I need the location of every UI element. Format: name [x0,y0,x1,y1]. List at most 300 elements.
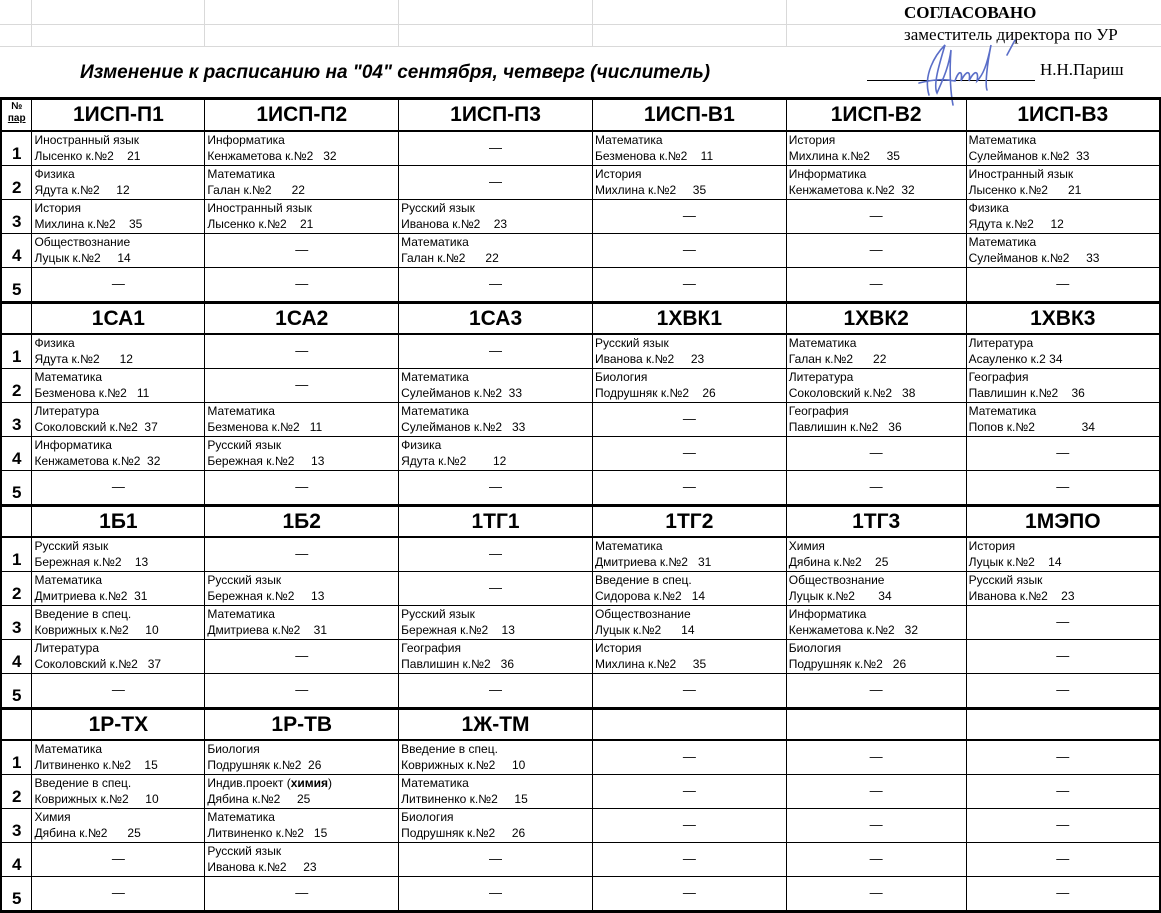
empty-lesson-mark: — [682,783,696,798]
lesson-cell[interactable] [786,537,966,572]
empty-lesson-mark: — [682,749,696,764]
lesson-cell[interactable] [592,740,786,775]
empty-lesson-mark: — [111,276,125,291]
lesson-subject: Введение в спец. [34,776,132,790]
lesson-teacher-room: Соколовский к.№2 38 [788,386,916,400]
empty-lesson-mark: — [295,546,309,561]
lesson-cell[interactable] [205,131,399,166]
lesson-cell[interactable] [399,234,593,268]
lesson-teacher-room: Литвиненко к.№2 15 [34,758,158,772]
empty-lesson-mark: — [682,242,696,257]
lesson-subject: Русский язык [207,573,282,587]
lesson-cell[interactable] [32,640,205,674]
lesson-subject: Биология [401,810,454,824]
lesson-teacher-room: Лысенко к.№2 21 [207,217,314,231]
lesson-cell[interactable] [592,640,786,674]
lesson-subject: Физика [34,167,75,181]
lesson-subject: История [34,201,81,215]
empty-lesson-mark: — [111,885,125,900]
lesson-subject-after: ) [328,776,333,790]
lesson-cell[interactable] [399,369,593,403]
pair-number: 5 [1,877,32,912]
empty-lesson-mark: — [489,479,503,494]
lesson-cell[interactable] [205,268,399,303]
empty-lesson-mark: — [869,276,883,291]
lesson-cell[interactable] [399,572,593,606]
lesson-cell[interactable] [966,369,1160,403]
lesson-cell[interactable] [205,775,399,809]
empty-lesson-mark: — [682,851,696,866]
empty-lesson-mark: — [869,851,883,866]
pair-number: 1 [1,537,32,572]
group-name: 1ИСП-П2 [205,99,399,132]
lesson-cell[interactable] [32,843,205,877]
lesson-row [1,674,1160,709]
lesson-teacher-room: Михлина к.№2 35 [788,149,900,163]
lesson-row [1,640,1160,674]
pair-number: 3 [1,606,32,640]
lesson-teacher-room: Дмитриева к.№2 31 [207,623,328,637]
lesson-cell[interactable] [786,471,966,506]
lesson-cell[interactable] [32,877,205,912]
lesson-cell[interactable] [786,268,966,303]
lesson-teacher-room: Михлина к.№2 35 [594,657,707,671]
lesson-cell[interactable] [399,775,593,809]
pair-number: 4 [1,437,32,471]
lesson-cell[interactable] [32,166,205,200]
lesson-cell[interactable] [786,334,966,369]
lesson-cell[interactable] [205,471,399,506]
approval-label: СОГЛАСОВАНО [904,3,1037,22]
pair-number: 3 [1,403,32,437]
pair-header-line1: № [11,101,23,112]
lesson-subject: Математика [34,573,103,587]
lesson-cell[interactable] [592,572,786,606]
lesson-cell[interactable] [592,843,786,877]
pair-header [1,506,32,538]
empty-lesson-mark: — [682,445,696,460]
lesson-cell[interactable] [32,131,205,166]
lesson-cell[interactable] [966,572,1160,606]
empty-lesson-mark: — [489,140,503,155]
empty-lesson-mark: — [869,479,883,494]
lesson-cell[interactable] [399,877,593,912]
lesson-teacher-room: Михлина к.№2 35 [34,217,143,231]
empty-lesson-mark: — [869,885,883,900]
lesson-subject: Математика [968,133,1037,147]
lesson-subject: Математика [401,404,469,418]
lesson-subject: Иностранный язык [968,167,1074,181]
lesson-teacher-room: Безменова к.№2 11 [207,420,323,434]
lesson-cell[interactable] [205,809,399,843]
page-title: Изменение к расписанию на "04" сентября, четверг (числитель) [80,62,711,83]
lesson-cell[interactable] [399,200,593,234]
lesson-cell[interactable] [399,334,593,369]
lesson-subject: Математика [401,235,469,249]
lesson-cell[interactable] [32,674,205,709]
empty-lesson-mark: — [682,276,696,291]
lesson-subject: Русский язык [968,573,1043,587]
lesson-row [1,877,1160,912]
empty-lesson-mark: — [1056,445,1070,460]
lesson-cell[interactable] [966,471,1160,506]
lesson-cell[interactable] [786,166,966,200]
lesson-row [1,740,1160,775]
lesson-row [1,537,1160,572]
lesson-cell[interactable] [592,268,786,303]
gridline [786,0,787,46]
group-name: 1Ж-ТМ [399,709,593,741]
lesson-row [1,403,1160,437]
lesson-teacher-room: Кенжаметова к.№2 32 [34,454,161,468]
lesson-cell[interactable] [32,740,205,775]
group-header-row [1,99,1160,132]
empty-lesson-mark: — [682,411,696,426]
lesson-teacher-room: Ядута к.№2 12 [34,183,130,197]
lesson-cell[interactable] [786,877,966,912]
lesson-subject: Биология [788,641,842,655]
lesson-cell[interactable] [399,471,593,506]
lesson-cell[interactable] [399,809,593,843]
lesson-cell[interactable] [786,437,966,471]
empty-lesson-mark: — [869,783,883,798]
lesson-cell[interactable] [966,877,1160,912]
lesson-cell[interactable] [966,740,1160,775]
empty-lesson-mark: — [295,479,309,494]
lesson-cell[interactable] [592,403,786,437]
lesson-cell[interactable] [399,437,593,471]
lesson-cell[interactable] [399,674,593,709]
lesson-subject: Биология [207,742,260,756]
empty-lesson-mark: — [295,242,309,257]
lesson-teacher-room: Сидорова к.№2 14 [594,589,706,603]
group-name: 1СА3 [399,303,593,335]
gridline [204,0,205,46]
lesson-cell[interactable] [966,775,1160,809]
lesson-cell[interactable] [32,471,205,506]
lesson-teacher-room: Подрушняк к.№2 26 [788,657,907,671]
empty-lesson-mark: — [869,749,883,764]
lesson-cell[interactable] [786,809,966,843]
lesson-cell[interactable] [786,640,966,674]
group-name: 1ТГ1 [399,506,593,538]
lesson-cell[interactable] [399,268,593,303]
lesson-cell[interactable] [205,537,399,572]
lesson-cell[interactable] [205,334,399,369]
lesson-cell[interactable] [592,369,786,403]
empty-lesson-mark: — [295,377,309,392]
lesson-cell[interactable] [966,809,1160,843]
lesson-subject: Химия [34,810,71,824]
lesson-cell[interactable] [966,166,1160,200]
pair-number: 2 [1,572,32,606]
pair-number: 3 [1,809,32,843]
empty-lesson-mark: — [111,479,125,494]
group-name: 1ИСП-П1 [32,99,205,132]
empty-lesson-mark: — [489,580,503,595]
lesson-subject: Информатика [788,607,867,621]
empty-lesson-mark: — [869,682,883,697]
lesson-cell[interactable] [32,234,205,268]
lesson-teacher-room: Лысенко к.№2 21 [968,183,1082,197]
empty-lesson-mark: — [682,208,696,223]
lesson-teacher-room: Луцык к.№2 14 [968,555,1062,569]
lesson-teacher-room: Бережная к.№2 13 [34,555,149,569]
lesson-cell[interactable] [966,843,1160,877]
lesson-teacher-room: Дябина к.№2 25 [207,792,311,806]
group-name: 1ИСП-П3 [399,99,593,132]
lesson-cell[interactable] [592,234,786,268]
lesson-cell[interactable] [592,334,786,369]
lesson-cell[interactable] [592,166,786,200]
empty-lesson-mark: — [1056,749,1070,764]
gridline [398,0,399,46]
lesson-teacher-room: Павлишин к.№2 36 [401,657,515,671]
lesson-cell[interactable] [592,877,786,912]
lesson-cell[interactable] [786,403,966,437]
lesson-cell[interactable] [966,200,1160,234]
lesson-subject: История [968,539,1016,553]
lesson-cell[interactable] [205,606,399,640]
pair-number: 3 [1,200,32,234]
lesson-cell[interactable] [966,334,1160,369]
lesson-cell[interactable] [32,809,205,843]
lesson-teacher-room: Соколовский к.№2 37 [34,657,162,671]
lesson-teacher-room: Попов к.№2 34 [968,420,1095,434]
group-name: 1Р-ТВ [205,709,399,741]
lesson-subject: История [594,641,642,655]
lesson-teacher-room: Сулейманов к.№2 33 [968,251,1100,265]
lesson-teacher-room: Галан к.№2 22 [207,183,305,197]
empty-lesson-mark: — [1056,479,1070,494]
pair-number: 4 [1,234,32,268]
lesson-cell[interactable] [399,403,593,437]
lesson-row [1,369,1160,403]
empty-lesson-mark: — [682,817,696,832]
lesson-teacher-room: Литвиненко к.№2 15 [401,792,528,806]
lesson-teacher-room: Кенжаметова к.№2 32 [788,183,915,197]
lesson-teacher-room: Соколовский к.№2 37 [34,420,158,434]
lesson-teacher-room: Иванова к.№2 23 [207,860,317,874]
lesson-cell[interactable] [32,200,205,234]
lesson-cell[interactable] [592,775,786,809]
lesson-cell[interactable] [786,234,966,268]
lesson-subject: Иностранный язык [207,201,312,215]
lesson-cell[interactable] [786,606,966,640]
pair-header-line2: пар [7,113,26,124]
group-name: 1ХВК1 [592,303,786,335]
group-name: 1СА1 [32,303,205,335]
lesson-subject: Русский язык [34,539,109,553]
empty-lesson-mark: — [295,885,309,900]
lesson-teacher-room: Иванова к.№2 23 [968,589,1075,603]
empty-lesson-mark: — [295,343,309,358]
empty-lesson-mark: — [295,276,309,291]
lesson-subject: Введение в спец. [401,742,498,756]
lesson-subject: Иностранный язык [34,133,140,147]
lesson-cell[interactable] [32,403,205,437]
lesson-subject-bold: химия [290,776,329,790]
lesson-cell[interactable] [205,843,399,877]
group-header-row [1,506,1160,538]
empty-lesson-mark: — [489,851,503,866]
group-name: 1СА2 [205,303,399,335]
lesson-cell[interactable] [205,369,399,403]
empty-lesson-mark: — [1056,885,1070,900]
pair-number: 5 [1,268,32,303]
lesson-teacher-room: Луцык к.№2 14 [594,623,695,637]
lesson-row [1,572,1160,606]
lesson-cell[interactable] [966,234,1160,268]
empty-lesson-mark: — [111,851,125,866]
lesson-cell[interactable] [32,334,205,369]
lesson-cell[interactable] [399,740,593,775]
lesson-cell[interactable] [205,200,399,234]
lesson-teacher-room: Бережная к.№2 13 [207,589,325,603]
lesson-cell[interactable] [32,606,205,640]
empty-lesson-mark: — [682,479,696,494]
group-name [966,709,1160,741]
lesson-cell[interactable] [32,537,205,572]
lesson-teacher-room: Галан к.№2 22 [788,352,887,366]
lesson-cell[interactable] [592,674,786,709]
lesson-cell[interactable] [399,131,593,166]
lesson-subject: Математика [594,539,663,553]
empty-lesson-mark: — [295,648,309,663]
lesson-cell[interactable] [786,200,966,234]
lesson-cell[interactable] [205,403,399,437]
lesson-teacher-room: Подрушняк к.№2 26 [401,826,526,840]
lesson-cell[interactable] [592,809,786,843]
lesson-teacher-room: Иванова к.№2 23 [594,352,705,366]
lesson-cell[interactable] [592,131,786,166]
lesson-cell[interactable] [786,572,966,606]
pair-number: 2 [1,775,32,809]
lesson-cell[interactable] [966,437,1160,471]
lesson-teacher-room: Сулейманов к.№2 33 [401,420,526,434]
group-name: 1ИСП-В3 [966,99,1160,132]
lesson-cell[interactable] [592,537,786,572]
empty-lesson-mark: — [489,276,503,291]
lesson-teacher-room: Асауленко к.2 34 [968,352,1063,366]
pair-number: 1 [1,131,32,166]
lesson-subject: Физика [401,438,442,452]
lesson-teacher-room: Иванова к.№2 23 [401,217,508,231]
lesson-subject: Литература [788,370,854,384]
lesson-cell[interactable] [205,674,399,709]
lesson-cell[interactable] [205,877,399,912]
lesson-cell[interactable] [966,674,1160,709]
lesson-teacher-room: Луцык к.№2 34 [788,589,892,603]
lesson-cell[interactable] [592,471,786,506]
lesson-cell[interactable] [786,131,966,166]
lesson-cell[interactable] [966,403,1160,437]
group-name [592,709,786,741]
empty-lesson-mark: — [489,546,503,561]
lesson-teacher-room: Луцык к.№2 14 [34,251,131,265]
lesson-cell[interactable] [592,437,786,471]
empty-lesson-mark: — [682,682,696,697]
lesson-cell[interactable] [399,537,593,572]
lesson-cell[interactable] [786,674,966,709]
lesson-subject: Русский язык [401,201,475,215]
lesson-cell[interactable] [205,640,399,674]
lesson-cell[interactable] [966,606,1160,640]
empty-lesson-mark: — [1056,682,1070,697]
lesson-teacher-room: Коврижных к.№2 10 [34,623,159,637]
lesson-cell[interactable] [399,606,593,640]
lesson-cell[interactable] [205,166,399,200]
lesson-subject: География [401,641,461,655]
group-name: 1Б1 [32,506,205,538]
lesson-teacher-room: Бережная к.№2 13 [401,623,515,637]
group-name: 1ТГ2 [592,506,786,538]
lesson-subject: Математика [401,776,469,790]
lesson-cell[interactable] [592,606,786,640]
group-name: 1ИСП-В2 [786,99,966,132]
lesson-teacher-room: Ядута к.№2 12 [968,217,1064,231]
lesson-cell[interactable] [205,437,399,471]
lesson-cell[interactable] [32,268,205,303]
lesson-cell[interactable] [966,640,1160,674]
lesson-teacher-room: Безменова к.№2 11 [34,386,150,400]
empty-lesson-mark: — [1056,614,1070,629]
lesson-subject: Информатика [207,133,285,147]
pair-number: 2 [1,369,32,403]
lesson-cell[interactable] [32,572,205,606]
empty-lesson-mark: — [489,174,503,189]
lesson-subject: Математика [968,235,1037,249]
lesson-subject: Обществознание [34,235,131,249]
lesson-teacher-room: Сулейманов к.№2 33 [401,386,523,400]
lesson-cell[interactable] [966,268,1160,303]
lesson-cell[interactable] [786,740,966,775]
pair-number: 1 [1,740,32,775]
lesson-cell[interactable] [205,234,399,268]
lesson-cell[interactable] [32,369,205,403]
empty-lesson-mark: — [1056,783,1070,798]
lesson-row [1,268,1160,303]
lesson-teacher-room: Дмитриева к.№2 31 [594,555,712,569]
approver-name: Н.Н.Париш [1040,60,1124,79]
lesson-cell[interactable] [32,437,205,471]
lesson-subject [205,775,398,791]
lesson-cell[interactable] [399,843,593,877]
group-name: 1ИСП-В1 [592,99,786,132]
lesson-teacher-room: Дябина к.№2 25 [788,555,889,569]
group-name: 1ТГ3 [786,506,966,538]
lesson-cell[interactable] [205,572,399,606]
lesson-teacher-room: Дмитриева к.№2 31 [34,589,148,603]
lesson-cell[interactable] [32,775,205,809]
lesson-subject: Литература [34,404,99,418]
lesson-cell[interactable] [592,200,786,234]
lesson-teacher-room: Коврижных к.№2 10 [34,792,159,806]
lesson-cell[interactable] [786,843,966,877]
lesson-subject: Химия [788,539,825,553]
lesson-subject: Введение в спец. [594,573,692,587]
lesson-cell[interactable] [786,775,966,809]
lesson-cell[interactable] [205,740,399,775]
lesson-subject: Математика [594,133,663,147]
lesson-cell[interactable] [399,640,593,674]
lesson-cell[interactable] [399,166,593,200]
lesson-teacher-room: Ядута к.№2 12 [401,454,507,468]
lesson-cell[interactable] [966,537,1160,572]
lesson-cell[interactable] [966,131,1160,166]
lesson-cell[interactable] [786,369,966,403]
lesson-subject: Математика [207,810,275,824]
